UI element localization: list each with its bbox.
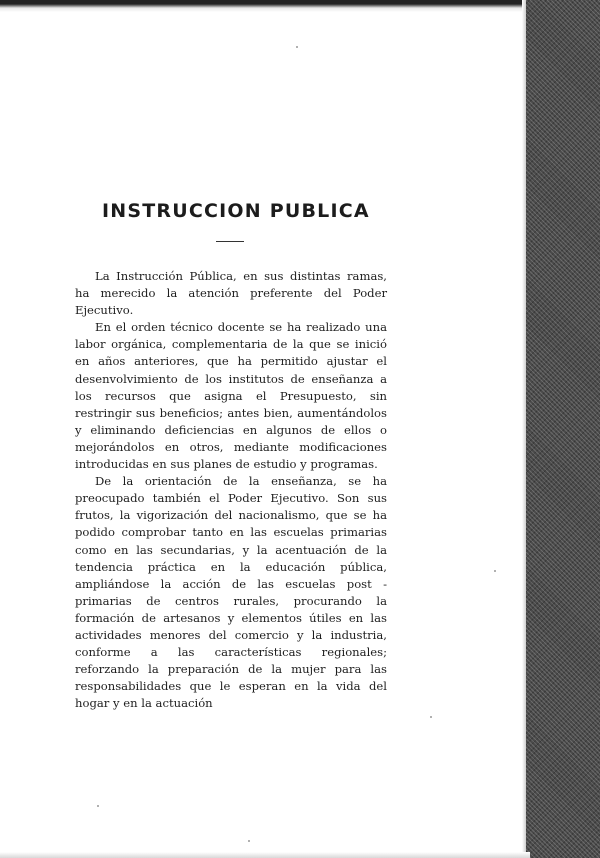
page-bottom-edge [0, 852, 530, 858]
speck [248, 840, 250, 842]
title-divider [216, 241, 244, 242]
paragraph: De la orientación de la enseñanza, se ha preocupado también el Poder Ejecutivo. Son sus frutos, la vigorización del nacionalismo, que se ha podido comprobar tanto en las escuelas primarias como en las secundarias, y la acentuación de la tendencia práctica en la educación pública, ampliándose la acción de las escuelas post - primarias de centros rurales, procurando la formación de artesanos y elementos útiles en las actividades menores del comercio y la industria, conforme a las características regionales; reforzando la preparación de la mujer para las responsabilidades que le esperan en la vida del hogar y en la actuación [75, 474, 387, 711]
speck [97, 805, 99, 807]
page-title: INSTRUCCION PUBLICA [102, 200, 370, 222]
scanner-background [526, 0, 600, 858]
body-text [75, 268, 387, 712]
speck [494, 570, 496, 572]
paragraph: En el orden técnico docente se ha realizado una labor orgánica, complementaria de la que se inició en años anteriores, que ha permitido ajustar el desenvolvimiento de los institutos de enseñanza a los recursos que asigna el Presupuesto, sin restringir sus beneficios; antes bien, aumentándolos y eliminando deficiencias en algunos de ellos o mejorándolos en otros, mediante modificaciones introducidas en sus planes de estudio y programas. [75, 320, 387, 472]
page-top-edge [0, 0, 530, 12]
speck [296, 46, 298, 48]
speck [430, 716, 432, 718]
paragraph: La Instrucción Pública, en sus distintas ramas, ha merecido la atención preferente del Poder Ejecutivo. [75, 269, 387, 318]
